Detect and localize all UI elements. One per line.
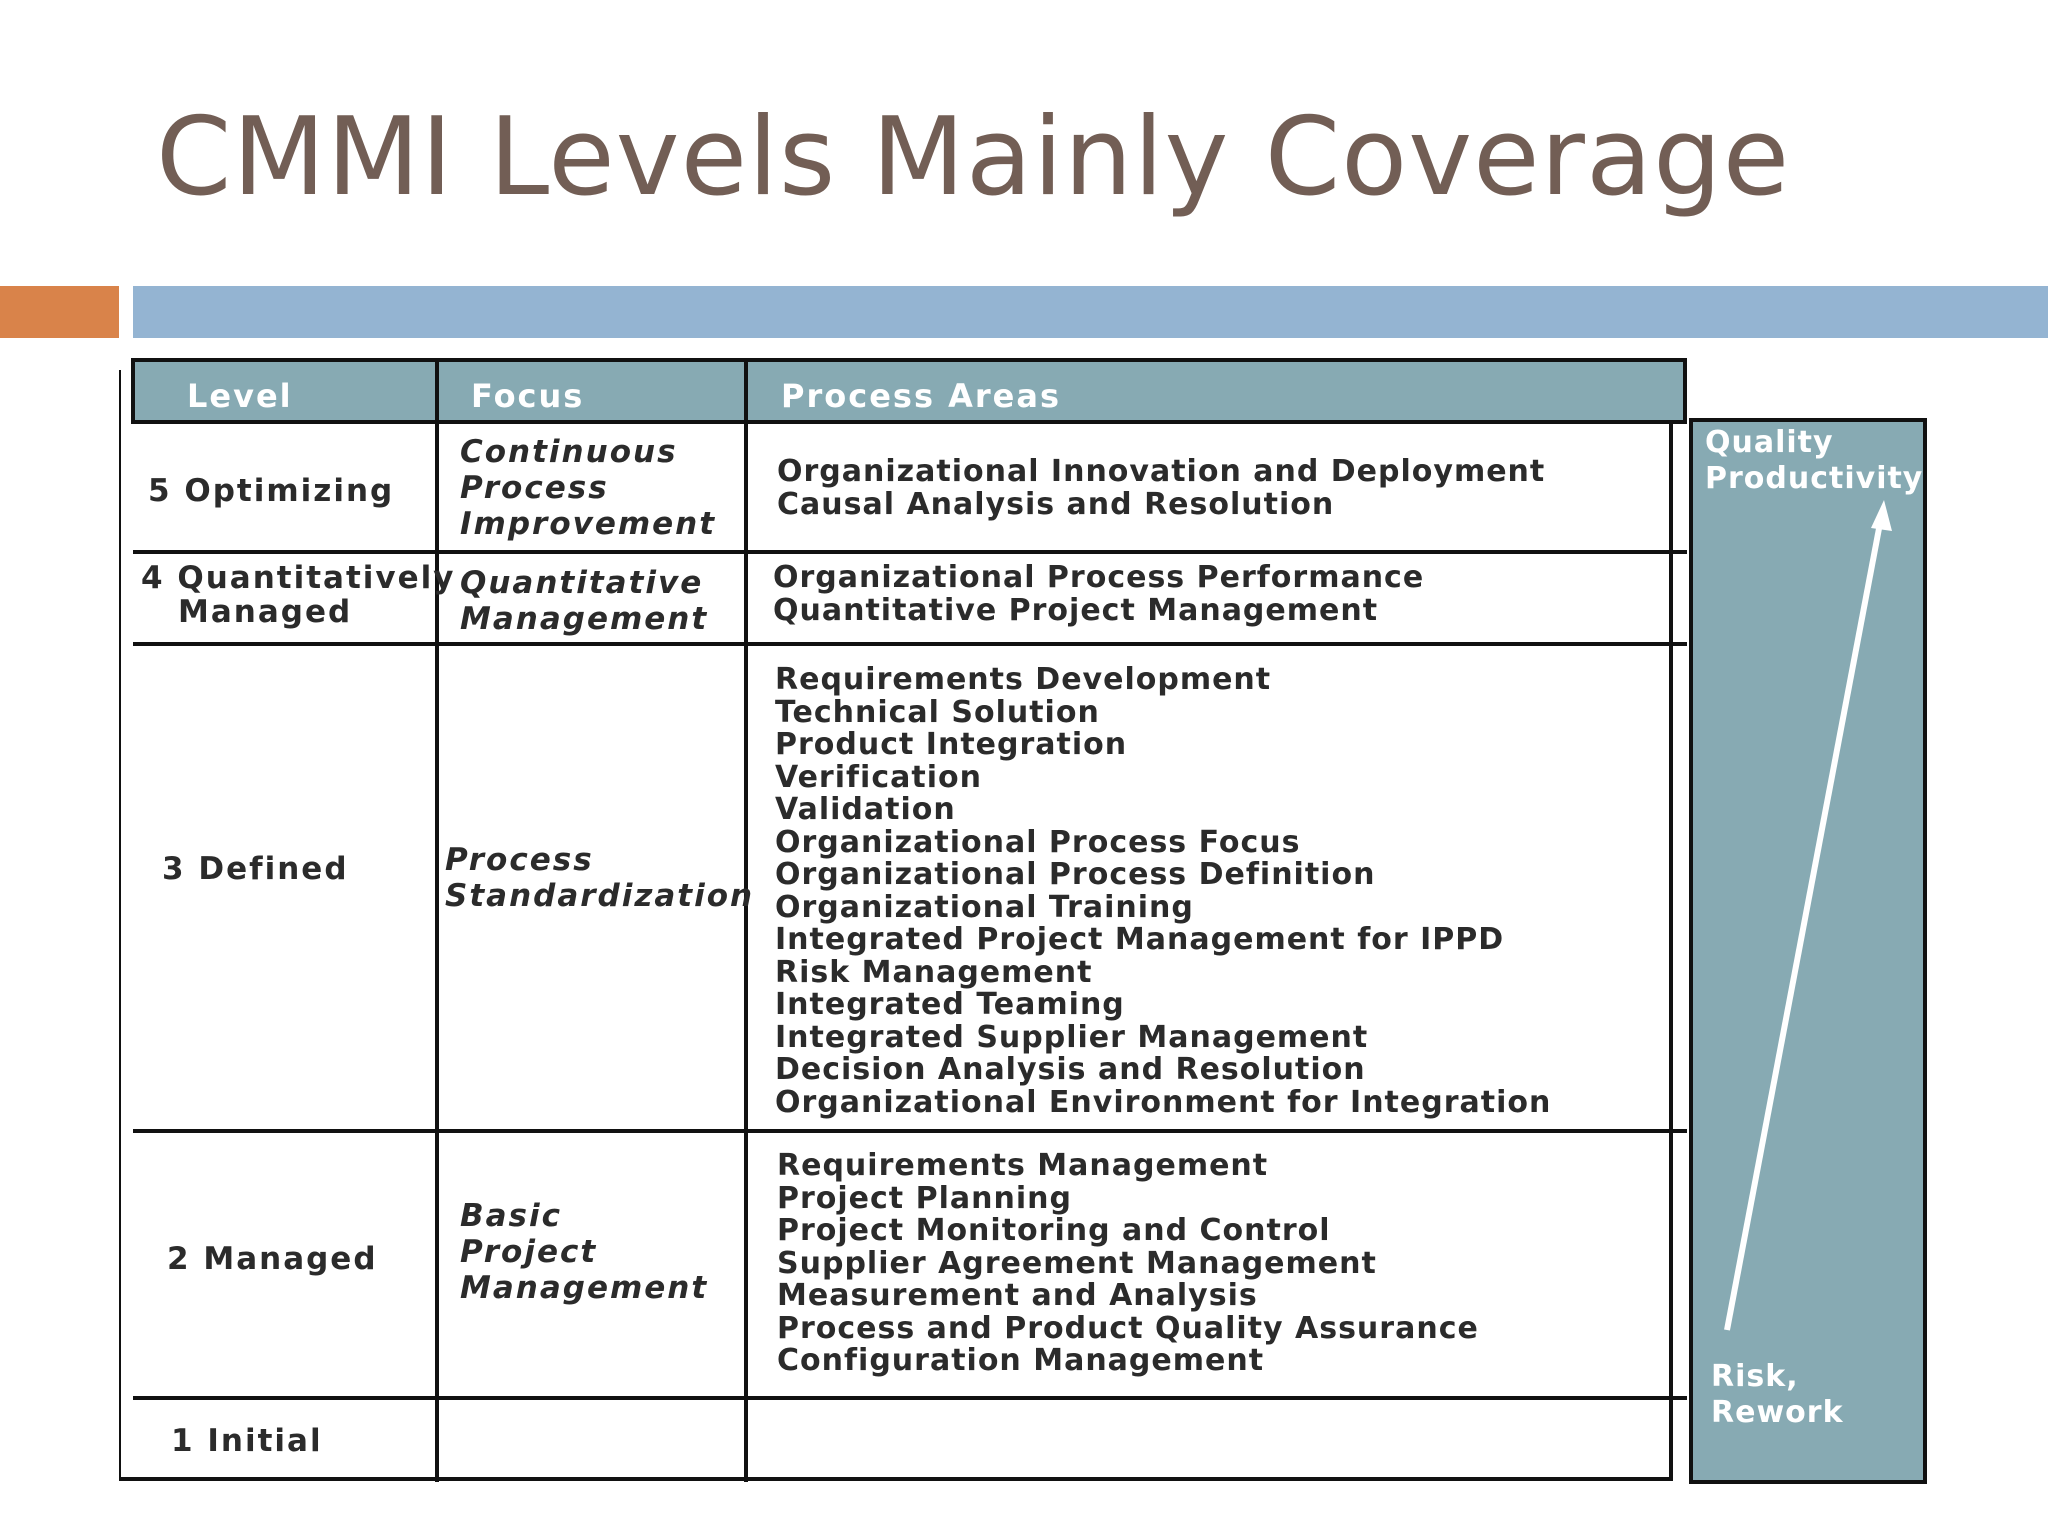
focus-4 — [460, 565, 708, 637]
process-areas-3 — [775, 664, 1551, 1119]
process-area-item: Product Integration — [775, 727, 1128, 762]
process-area-item: Organizational Environment for Integration — [775, 1084, 1552, 1120]
focus-2 — [460, 1198, 708, 1306]
side-panel-top-label — [1705, 425, 1923, 497]
focus-line: Process — [460, 470, 609, 506]
process-area-item: Organizational Process Definition — [775, 857, 1376, 892]
accent-bar-blue — [133, 286, 2048, 338]
slide-title: CMMI Levels Mainly Coverage — [156, 95, 1791, 220]
level-1-line: 1 Initial — [171, 1423, 323, 1459]
side-panel-bottom-line: Rework — [1711, 1395, 1844, 1430]
focus-line: Management — [460, 1270, 709, 1306]
process-area-item: Integrated Teaming — [775, 987, 1125, 1022]
side-panel-top-line: Quality — [1705, 425, 1834, 460]
process-areas-2 — [777, 1150, 1479, 1378]
focus-line: Standardization — [445, 878, 755, 914]
process-area-item: Measurement and Analysis — [777, 1278, 1258, 1313]
process-area-item: Decision Analysis and Resolution — [775, 1052, 1366, 1087]
focus-line: Management — [460, 601, 709, 637]
level-5 — [148, 474, 394, 508]
process-areas-4 — [773, 562, 1424, 627]
focus-line: Quantitative — [460, 565, 704, 601]
process-areas-5 — [777, 456, 1545, 521]
header-focus: Focus — [471, 377, 585, 415]
process-area-item: Validation — [775, 792, 956, 827]
level-4-line: Managed — [178, 594, 353, 630]
focus-line: Basic — [460, 1198, 563, 1234]
level-2-line: 2 Managed — [167, 1241, 378, 1277]
level-2 — [167, 1242, 378, 1276]
process-area-item: Requirements Development — [775, 662, 1272, 697]
side-panel-bottom-line: Risk, — [1711, 1359, 1799, 1394]
focus-line: Improvement — [460, 506, 717, 542]
focus-line: Continuous — [460, 434, 678, 470]
process-area-item: Verification — [775, 759, 982, 795]
process-area-item: Quantitative Project Management — [773, 592, 1379, 628]
level-4-line: 4 Quantitatively — [141, 560, 456, 596]
improvement-arrow-icon — [1689, 418, 1927, 1484]
process-area-item: Organizational Training — [775, 889, 1194, 925]
process-area-item: Supplier Agreement Management — [777, 1245, 1377, 1281]
process-area-item: Configuration Management — [777, 1343, 1265, 1378]
accent-bar-orange — [0, 286, 119, 338]
level-1 — [171, 1424, 323, 1458]
process-area-item: Requirements Management — [777, 1148, 1269, 1183]
level-5-line: 5 Optimizing — [148, 473, 395, 509]
process-area-item: Organizational Innovation and Deployment — [777, 454, 1546, 489]
focus-5 — [460, 434, 716, 542]
focus-line: Process — [445, 842, 594, 878]
process-area-item: Organizational Process Focus — [775, 824, 1301, 860]
level-3 — [162, 852, 349, 886]
header-level: Level — [187, 377, 293, 415]
level-4 — [141, 561, 455, 629]
header-process-areas: Process Areas — [781, 377, 1062, 415]
level-3-line: 3 Defined — [162, 851, 349, 887]
process-area-item: Project Monitoring and Control — [777, 1213, 1331, 1248]
side-panel-bottom-label — [1711, 1359, 1844, 1431]
process-area-item: Integrated Project Management for IPPD — [775, 922, 1505, 957]
focus-line: Project — [460, 1234, 598, 1270]
process-area-item: Risk Management — [775, 954, 1093, 990]
process-area-item: Organizational Process Performance — [773, 560, 1425, 595]
process-area-item: Integrated Supplier Management — [775, 1019, 1369, 1055]
process-area-item: Project Planning — [777, 1180, 1072, 1216]
side-panel-top-line: Productivity — [1705, 461, 1924, 496]
process-area-item: Process and Product Quality Assurance — [777, 1310, 1479, 1346]
focus-3 — [445, 842, 754, 914]
process-area-item: Causal Analysis and Resolution — [777, 486, 1335, 522]
process-area-item: Technical Solution — [775, 694, 1100, 730]
